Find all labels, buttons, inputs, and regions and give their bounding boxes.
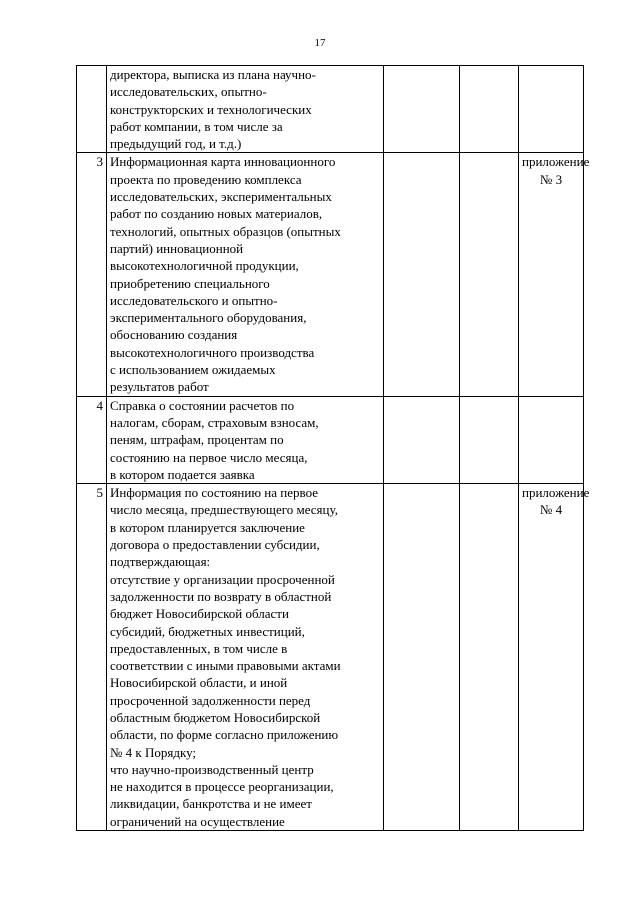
- empty-cell: [384, 66, 460, 153]
- empty-cell: [384, 396, 460, 483]
- empty-cell: [460, 484, 519, 831]
- document-description-cell: [107, 396, 384, 483]
- description-line: директора, выписка из плана научно-: [110, 67, 316, 82]
- appendix-label: приложение: [522, 485, 590, 501]
- description-line: налогам, сборам, страховым взносам,: [110, 414, 319, 430]
- description-line: предоставленных, в том числе в: [110, 640, 288, 656]
- appendix-cell: [519, 484, 590, 831]
- row-number-cell: 4: [77, 396, 107, 483]
- description-line: Справка о состоянии расчетов по: [110, 397, 295, 413]
- table-row: [77, 66, 584, 153]
- description-line: отсутствие у организации просроченной: [110, 571, 335, 587]
- page-number: 17: [314, 37, 326, 49]
- description-line: исследовательского и опытно-: [110, 292, 278, 308]
- description-line: областным бюджетом Новосибирской: [110, 709, 321, 725]
- description-line: задолженности по возврату в областной: [110, 588, 332, 604]
- appendix-number: № 3: [539, 171, 563, 187]
- description-line: пеням, штрафам, процентам по: [110, 432, 284, 448]
- empty-cell: [460, 153, 519, 396]
- description-line: работ по созданию новых материалов,: [110, 206, 323, 222]
- description-line: приобретению специального: [110, 275, 270, 291]
- description-line: число месяца, предшествующего месяцу,: [110, 502, 338, 518]
- description-line: соответствии с иными правовыми актами: [110, 658, 341, 674]
- description-line: обоснованию создания: [110, 327, 238, 343]
- document-description-cell: [107, 484, 384, 831]
- description-line: ограничений на осуществление: [110, 813, 285, 829]
- description-line: предыдущий год, и т.д.): [110, 136, 242, 152]
- description-line: партий) инновационной: [110, 240, 244, 256]
- description-line: исследовательских, экспериментальных: [110, 189, 332, 205]
- description-line: подтверждающая:: [110, 554, 211, 570]
- row-number-cell: 5: [77, 484, 107, 831]
- empty-cell: [384, 484, 460, 831]
- description-line: субсидий, бюджетных инвестиций,: [110, 623, 305, 639]
- row-number-cell: 3: [77, 153, 107, 396]
- description-line: исследовательских, опытно-: [110, 84, 267, 100]
- appendix-cell: [519, 396, 584, 483]
- documents-table: [76, 65, 590, 831]
- description-line: в котором подается заявка: [110, 466, 255, 482]
- description-line: ликвидации, банкротства и не имеет: [110, 796, 312, 812]
- description-line: экспериментального оборудования,: [110, 310, 307, 326]
- description-line: результатов работ: [110, 379, 209, 395]
- description-line: Новосибирской области, и иной: [110, 675, 288, 691]
- description-line: просроченной задолженности перед: [110, 692, 311, 708]
- table-row: [77, 396, 584, 483]
- description-line: что научно-производственный центр: [110, 761, 314, 777]
- description-line: области, по форме согласно приложению: [110, 727, 339, 743]
- row-number-cell: [77, 66, 107, 153]
- empty-cell: [460, 396, 519, 483]
- description-line: бюджет Новосибирской области: [110, 606, 289, 622]
- document-description-cell: [107, 66, 384, 153]
- table-row: [77, 484, 584, 831]
- description-line: высокотехнологичной продукции,: [110, 258, 299, 274]
- description-line: Информация по состоянию на первое: [110, 485, 318, 501]
- description-line: состоянию на первое число месяца,: [110, 449, 308, 465]
- appendix-number: № 4: [539, 502, 563, 518]
- description-line: в котором планируется заключение: [110, 519, 305, 535]
- description-line: Информационная карта инновационного: [110, 154, 336, 170]
- description-line: с использованием ожидаемых: [110, 362, 276, 378]
- description-line: договора о предоставлении субсидии,: [110, 537, 320, 553]
- appendix-cell: [519, 153, 590, 396]
- description-line: работ компании, в том числе за: [110, 118, 283, 134]
- appendix-label: приложение: [522, 154, 590, 170]
- description-line: высокотехнологичного производства: [110, 344, 315, 360]
- description-line: № 4 к Порядку;: [110, 744, 197, 760]
- description-line: не находится в процессе реорганизации,: [110, 779, 334, 795]
- description-line: технологий, опытных образцов (опытных: [110, 223, 341, 239]
- appendix-cell: [519, 66, 584, 153]
- description-line: проекта по проведению комплекса: [110, 171, 302, 187]
- empty-cell: [384, 153, 460, 396]
- table-row: [77, 153, 584, 396]
- document-description-cell: [107, 153, 384, 396]
- empty-cell: [460, 66, 519, 153]
- description-line: конструкторских и технологических: [110, 101, 312, 117]
